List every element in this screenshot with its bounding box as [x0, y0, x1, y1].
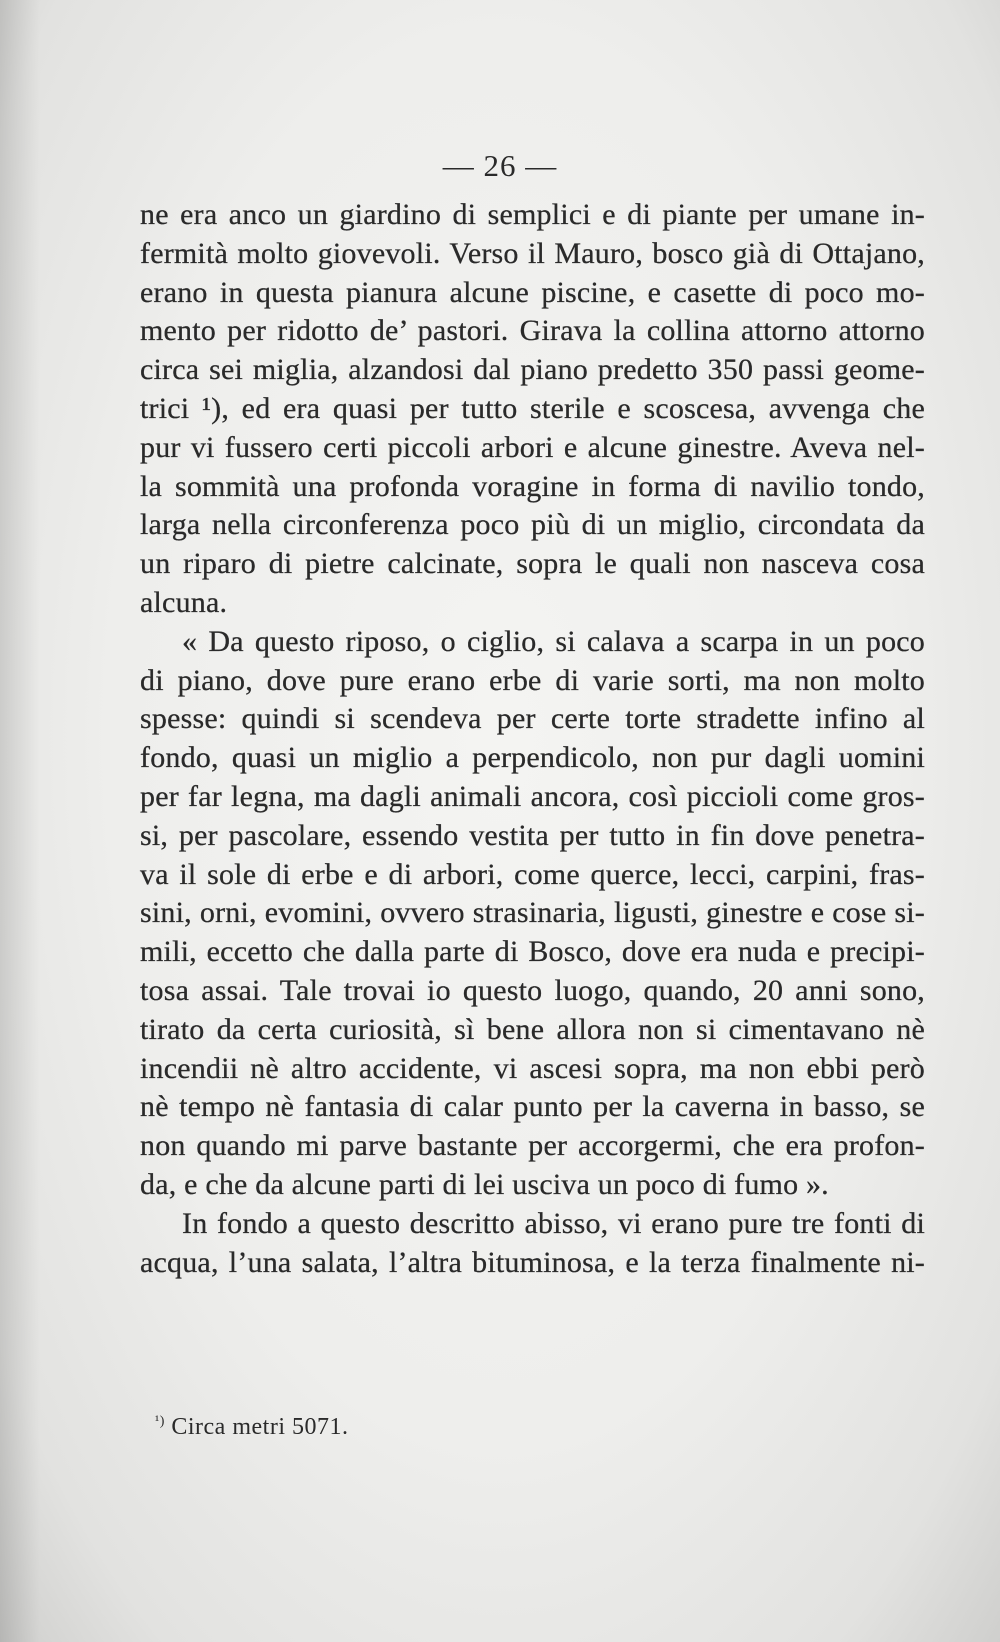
footnote [155, 1414, 348, 1441]
text-line: larga nella circonferenza poco più di un miglio, circondata da [140, 508, 925, 542]
text-line: ne era anco un giardino di semplici e di piante per umane in- [140, 198, 925, 231]
footnote-text: Circa metri 5071. [171, 1414, 349, 1440]
text-line: tirato da certa curiosità, sì bene allora non si cimentavano nè [140, 1012, 925, 1046]
body-text [140, 196, 925, 1282]
page-number: — 26 — [442, 148, 558, 183]
text-line: circa sei miglia, alzandosi dal piano predetto 350 passi geome- [140, 353, 925, 387]
text-line: si, per pascolare, essendo vestita per tutto in fin dove penetra- [140, 818, 925, 852]
text-line: acqua, l’una salata, l’altra bituminosa, e la terza finalmente ni- [140, 1245, 925, 1279]
text-line: mili, eccetto che dalla parte di Bosco, dove era nuda e precipi- [140, 935, 925, 969]
text-line: va il sole di erbe e di arbori, come querce, lecci, carpini, fras- [140, 857, 925, 891]
footnote-mark: ¹) [155, 1414, 165, 1429]
text-line: pur vi fussero certi piccoli arbori e alcune ginestre. Aveva nel- [140, 430, 925, 464]
text-line: « Da questo riposo, o ciglio, si calava a scarpa in un poco [182, 624, 925, 658]
text-line: la sommità una profonda voragine in forma di navilio tondo, [140, 469, 925, 503]
text-line: tosa assai. Tale trovai io questo luogo, quando, 20 anni sono, [140, 973, 925, 1007]
text-line: mento per ridotto de’ pastori. Girava la collina attorno attorno [140, 314, 925, 348]
text-line: alcuna. [140, 585, 228, 619]
text-line: fondo, quasi un miglio a perpendicolo, non pur dagli uomini [140, 741, 925, 775]
text-line: da, e che da alcune parti di lei usciva un poco di fumo ». [140, 1167, 829, 1201]
text-line: non quando mi parve bastante per accorgermi, che era profon- [140, 1129, 925, 1163]
text-line: incendii nè altro accidente, vi ascesi sopra, ma non ebbi però [140, 1051, 925, 1085]
text-line: sini, orni, evomini, ovvero strasinaria, ligusti, ginestre e cose si- [140, 896, 925, 930]
text-line: per far legna, ma dagli animali ancora, così piccioli come gros- [140, 779, 925, 813]
text-line: fermità molto giovevoli. Verso il Mauro, bosco già di Ottajano, [140, 236, 925, 270]
text-line: erano in questa pianura alcune piscine, e casette di poco mo- [140, 275, 925, 309]
page-edge-shadow [0, 0, 40, 1642]
text-line: spesse: quindi si scendeva per certe torte stradette infino al [140, 702, 925, 736]
text-line: un riparo di pietre calcinate, sopra le quali non nasceva cosa [140, 547, 925, 581]
text-line: nè tempo nè fantasia di calar punto per la caverna in basso, se [140, 1090, 925, 1124]
text-line: di piano, dove pure erano erbe di varie sorti, ma non molto [140, 663, 925, 697]
text-line: trici ¹), ed era quasi per tutto sterile e scoscesa, avvenga che [140, 391, 925, 425]
text-line: In fondo a questo descritto abisso, vi erano pure tre fonti di [182, 1206, 925, 1240]
